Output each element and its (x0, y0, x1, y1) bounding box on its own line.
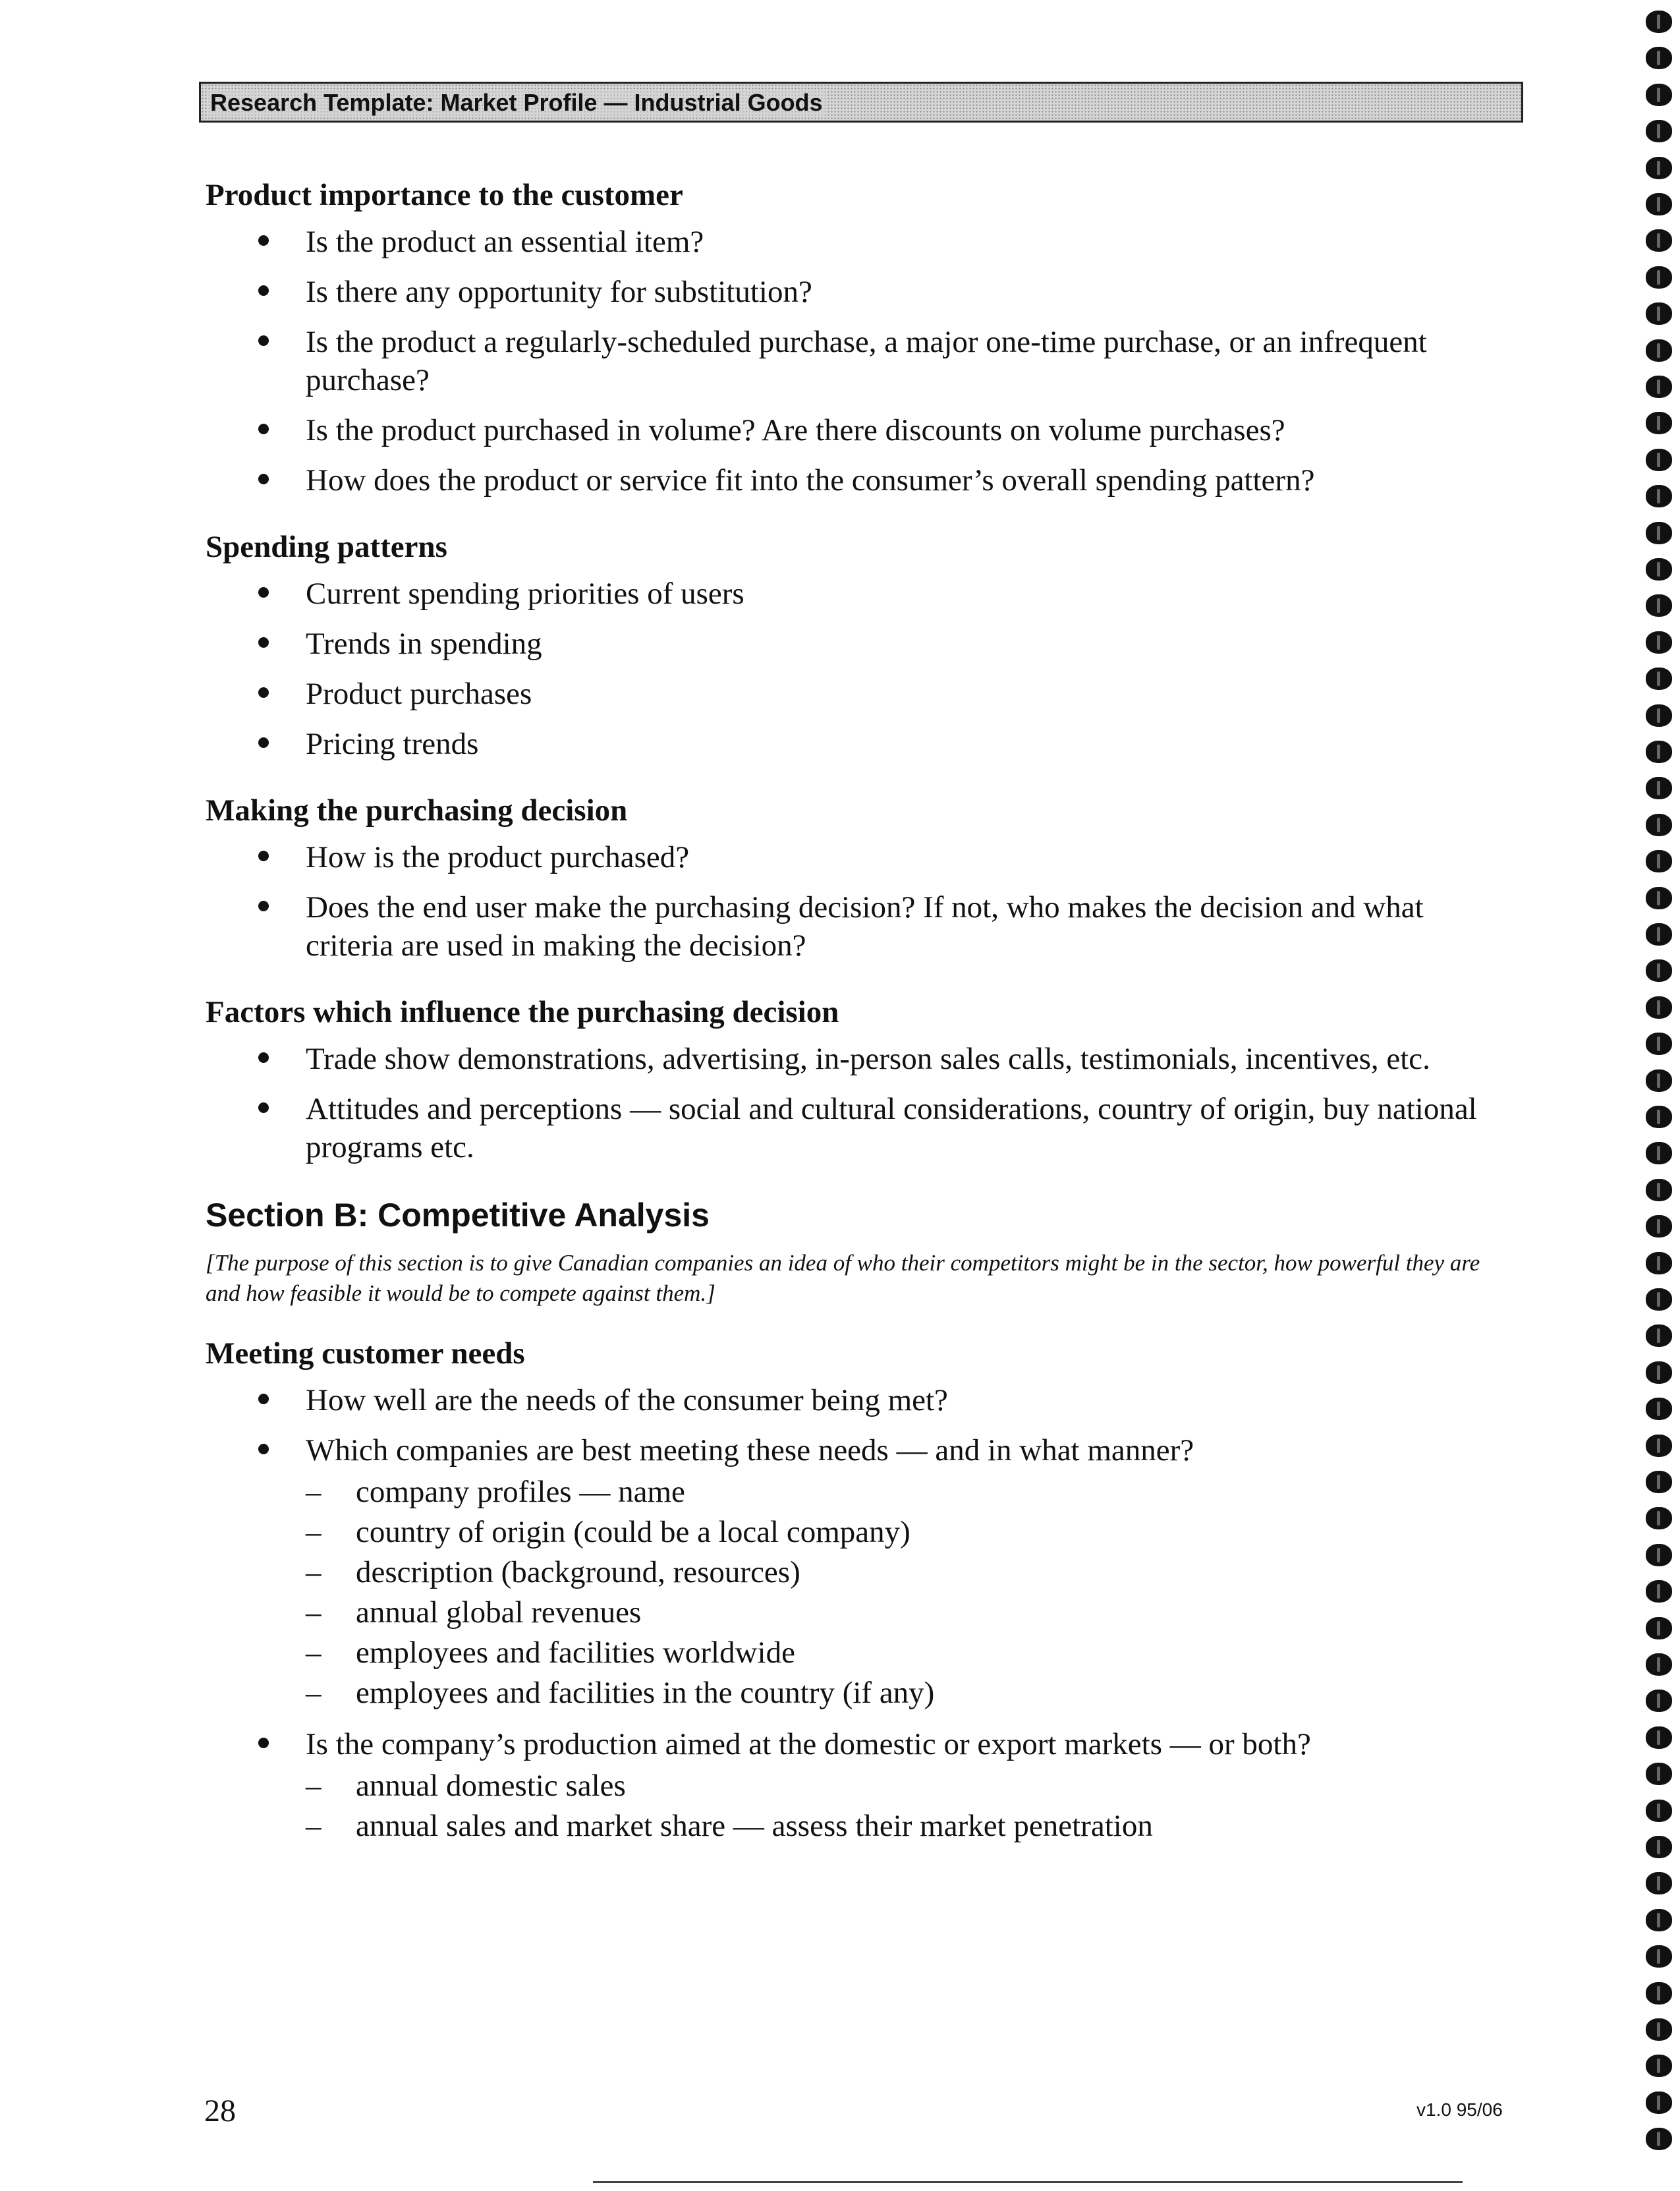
bullet-list (206, 575, 1510, 763)
binding-hole-icon (1646, 1909, 1672, 1931)
list-item (206, 1725, 1510, 1846)
binding-hole-icon (1646, 2128, 1672, 2150)
list-item (206, 323, 1510, 399)
bullet-icon (258, 1052, 269, 1063)
bullet-list (206, 838, 1510, 965)
bullet-icon (258, 1102, 269, 1113)
bullet-icon (258, 474, 269, 484)
bullet-icon (258, 687, 269, 698)
header-bar (199, 82, 1523, 123)
dash-icon: – (306, 1555, 322, 1589)
binding-hole-icon (1646, 1106, 1672, 1128)
page-content (206, 177, 1510, 1875)
binding-hole-icon (1646, 1471, 1672, 1493)
list-item-text: Pricing trends (306, 727, 479, 761)
binding-hole-icon (1646, 1982, 1672, 2005)
list-item (206, 1381, 1510, 1419)
list-item (206, 675, 1510, 713)
binding-hole-icon (1646, 1617, 1672, 1639)
binding-hole-icon (1646, 668, 1672, 690)
list-item (206, 888, 1510, 965)
binding-hole-icon (1646, 339, 1672, 362)
dash-icon: – (306, 1769, 322, 1803)
bullet-icon (258, 587, 269, 598)
binding-hole-icon (1646, 522, 1672, 544)
dash-icon: – (306, 1475, 322, 1509)
list-item (206, 223, 1510, 261)
list-item (206, 1431, 1510, 1713)
binding-hole-icon (1646, 1324, 1672, 1347)
dash-icon: – (306, 1595, 322, 1630)
dash-icon: – (306, 1809, 322, 1843)
sub-list-item (306, 1472, 1510, 1512)
page-number: 28 (204, 2093, 236, 2128)
binding-hole-icon (1646, 1252, 1672, 1274)
sub-list-item (306, 1593, 1510, 1633)
binding-hole-icon (1646, 1690, 1672, 1712)
binding-hole-icon (1646, 84, 1672, 106)
dash-icon: – (306, 1515, 322, 1549)
binding-hole-icon (1646, 1945, 1672, 1968)
binding-hole-icon (1646, 1763, 1672, 1785)
section-b-title: Section B: Competitive Analysis (206, 1197, 710, 1234)
binding-hole-icon (1646, 631, 1672, 654)
sub-list-item (306, 1633, 1510, 1673)
binding-hole-icon (1646, 814, 1672, 836)
binding-hole-icon (1646, 1288, 1672, 1311)
binding-hole-icon (1646, 485, 1672, 507)
binding-hole-icon (1646, 412, 1672, 434)
bullet-list (206, 223, 1510, 499)
sub-list-item-text: description (background, resources) (356, 1555, 800, 1589)
bullet-icon (258, 737, 269, 748)
sub-list-item (306, 1552, 1510, 1593)
binding-hole-icon (1646, 266, 1672, 289)
sub-list-item-text: company profiles — name (356, 1475, 685, 1509)
bullet-icon (258, 335, 269, 346)
section-block (206, 528, 1510, 763)
header-title: Research Template: Market Profile — Industrial Goods (208, 89, 826, 117)
section-a-content (206, 177, 1510, 1166)
sub-list-item-text: annual global revenues (356, 1595, 642, 1630)
sub-list-item-text: annual domestic sales (356, 1769, 626, 1803)
list-item (206, 411, 1510, 449)
sub-list-item (306, 1673, 1510, 1713)
bullet-list (206, 1381, 1510, 1846)
binding-hole-icon (1646, 120, 1672, 142)
section-block (206, 177, 1510, 499)
bullet-icon (258, 851, 269, 861)
sub-list (306, 1766, 1510, 1846)
sub-list-item (306, 1806, 1510, 1846)
list-item-text: How does the product or service fit into the consumer’s overall spending pattern? (306, 463, 1315, 498)
list-item-text: How is the product purchased? (306, 840, 690, 874)
list-item (206, 1090, 1510, 1166)
list-item-text: Is there any opportunity for substitution? (306, 275, 812, 309)
sub-list-item (306, 1766, 1510, 1806)
section-block (206, 792, 1510, 965)
bullet-list (206, 1040, 1510, 1166)
binding-hole-icon (1646, 229, 1672, 252)
list-item-text: Is the product an essential item? (306, 225, 704, 259)
binding-hole-icon (1646, 850, 1672, 872)
binding-hole-icon (1646, 1361, 1672, 1384)
binding-hole-icon (1646, 1215, 1672, 1238)
list-item-text: Trade show demonstrations, advertising, in-person sales calls, testimonials, incentives, etc. (306, 1042, 1430, 1076)
binding-hole-icon (1646, 193, 1672, 215)
list-item-text: Is the company’s production aimed at the domestic or export markets — or both? (306, 1727, 1311, 1761)
binding-hole-icon (1646, 1580, 1672, 1603)
binding-hole-icon (1646, 1069, 1672, 1092)
binding-hole-icon (1646, 704, 1672, 727)
list-item-text: Does the end user make the purchasing decision? If not, who makes the decision and what criteria are used in making the decision? (306, 890, 1424, 963)
section-heading: Factors which influence the purchasing decision (206, 995, 839, 1029)
binding-hole-icon (1646, 959, 1672, 982)
binding-hole-icon (1646, 449, 1672, 471)
binding-hole-icon (1646, 1836, 1672, 1858)
binding-holes (1637, 0, 1680, 2191)
dash-icon: – (306, 1676, 322, 1710)
binding-hole-icon (1646, 302, 1672, 325)
sub-list-item-text: annual sales and market share — assess their market penetration (356, 1809, 1153, 1843)
bullet-icon (258, 1394, 269, 1404)
binding-hole-icon (1646, 741, 1672, 763)
binding-hole-icon (1646, 887, 1672, 909)
section-block (206, 994, 1510, 1166)
section-heading: Making the purchasing decision (206, 793, 628, 828)
binding-hole-icon (1646, 2018, 1672, 2041)
list-item (206, 1040, 1510, 1078)
bullet-icon (258, 1444, 269, 1454)
bullet-icon (258, 901, 269, 911)
binding-hole-icon (1646, 2055, 1672, 2077)
section-b-intro: [The purpose of this section is to give Canadian companies an idea of who their competitors might be in the sector, how powerful they are and how feasible it would be to compete against them.] (206, 1250, 1480, 1306)
list-item-text: How well are the needs of the consumer being met? (306, 1383, 948, 1417)
binding-hole-icon (1646, 558, 1672, 581)
list-item (206, 575, 1510, 613)
bullet-icon (258, 424, 269, 434)
list-item (206, 625, 1510, 663)
subsection-heading: Meeting customer needs (206, 1336, 525, 1371)
section-heading: Spending patterns (206, 530, 447, 564)
binding-hole-icon (1646, 594, 1672, 617)
binding-hole-icon (1646, 2091, 1672, 2114)
version-label: v1.0 95/06 (1416, 2099, 1503, 2120)
binding-hole-icon (1646, 1544, 1672, 1566)
list-item-text: Trends in spending (306, 627, 542, 661)
list-item-text: Attitudes and perceptions — social and cultural considerations, country of origin, buy national programs etc. (306, 1092, 1477, 1164)
sub-list (306, 1472, 1510, 1713)
list-item (206, 838, 1510, 876)
list-item-text: Current spending priorities of users (306, 577, 744, 611)
sub-list-item (306, 1512, 1510, 1552)
section-heading: Product importance to the customer (206, 178, 683, 212)
binding-hole-icon (1646, 157, 1672, 179)
sub-list-item-text: employees and facilities worldwide (356, 1636, 795, 1670)
list-item (206, 725, 1510, 763)
binding-hole-icon (1646, 1398, 1672, 1420)
list-item (206, 273, 1510, 311)
binding-hole-icon (1646, 923, 1672, 946)
bullet-icon (258, 637, 269, 648)
binding-hole-icon (1646, 1653, 1672, 1676)
binding-hole-icon (1646, 47, 1672, 69)
bullet-icon (258, 235, 269, 246)
binding-hole-icon (1646, 1800, 1672, 1822)
list-item-text: Product purchases (306, 677, 532, 711)
binding-hole-icon (1646, 1726, 1672, 1749)
binding-hole-icon (1646, 376, 1672, 398)
binding-hole-icon (1646, 777, 1672, 799)
bullet-icon (258, 1738, 269, 1748)
dash-icon: – (306, 1636, 322, 1670)
list-item-text: Is the product purchased in volume? Are there discounts on volume purchases? (306, 413, 1285, 447)
binding-hole-icon (1646, 1142, 1672, 1164)
binding-hole-icon (1646, 11, 1672, 33)
bottom-rule (593, 2181, 1463, 2183)
sub-list-item-text: employees and facilities in the country (if any) (356, 1676, 935, 1710)
list-item-text: Which companies are best meeting these needs — and in what manner? (306, 1433, 1194, 1467)
binding-hole-icon (1646, 1507, 1672, 1529)
bullet-icon (258, 285, 269, 296)
binding-hole-icon (1646, 996, 1672, 1019)
binding-hole-icon (1646, 1179, 1672, 1201)
subsection-meeting-customer-needs (206, 1335, 1510, 1846)
sub-list-item-text: country of origin (could be a local company) (356, 1515, 910, 1549)
binding-hole-icon (1646, 1435, 1672, 1457)
binding-hole-icon (1646, 1033, 1672, 1055)
list-item-text: Is the product a regularly-scheduled purchase, a major one-time purchase, or an infrequent purchase? (306, 325, 1427, 397)
binding-hole-icon (1646, 1872, 1672, 1894)
list-item (206, 461, 1510, 499)
